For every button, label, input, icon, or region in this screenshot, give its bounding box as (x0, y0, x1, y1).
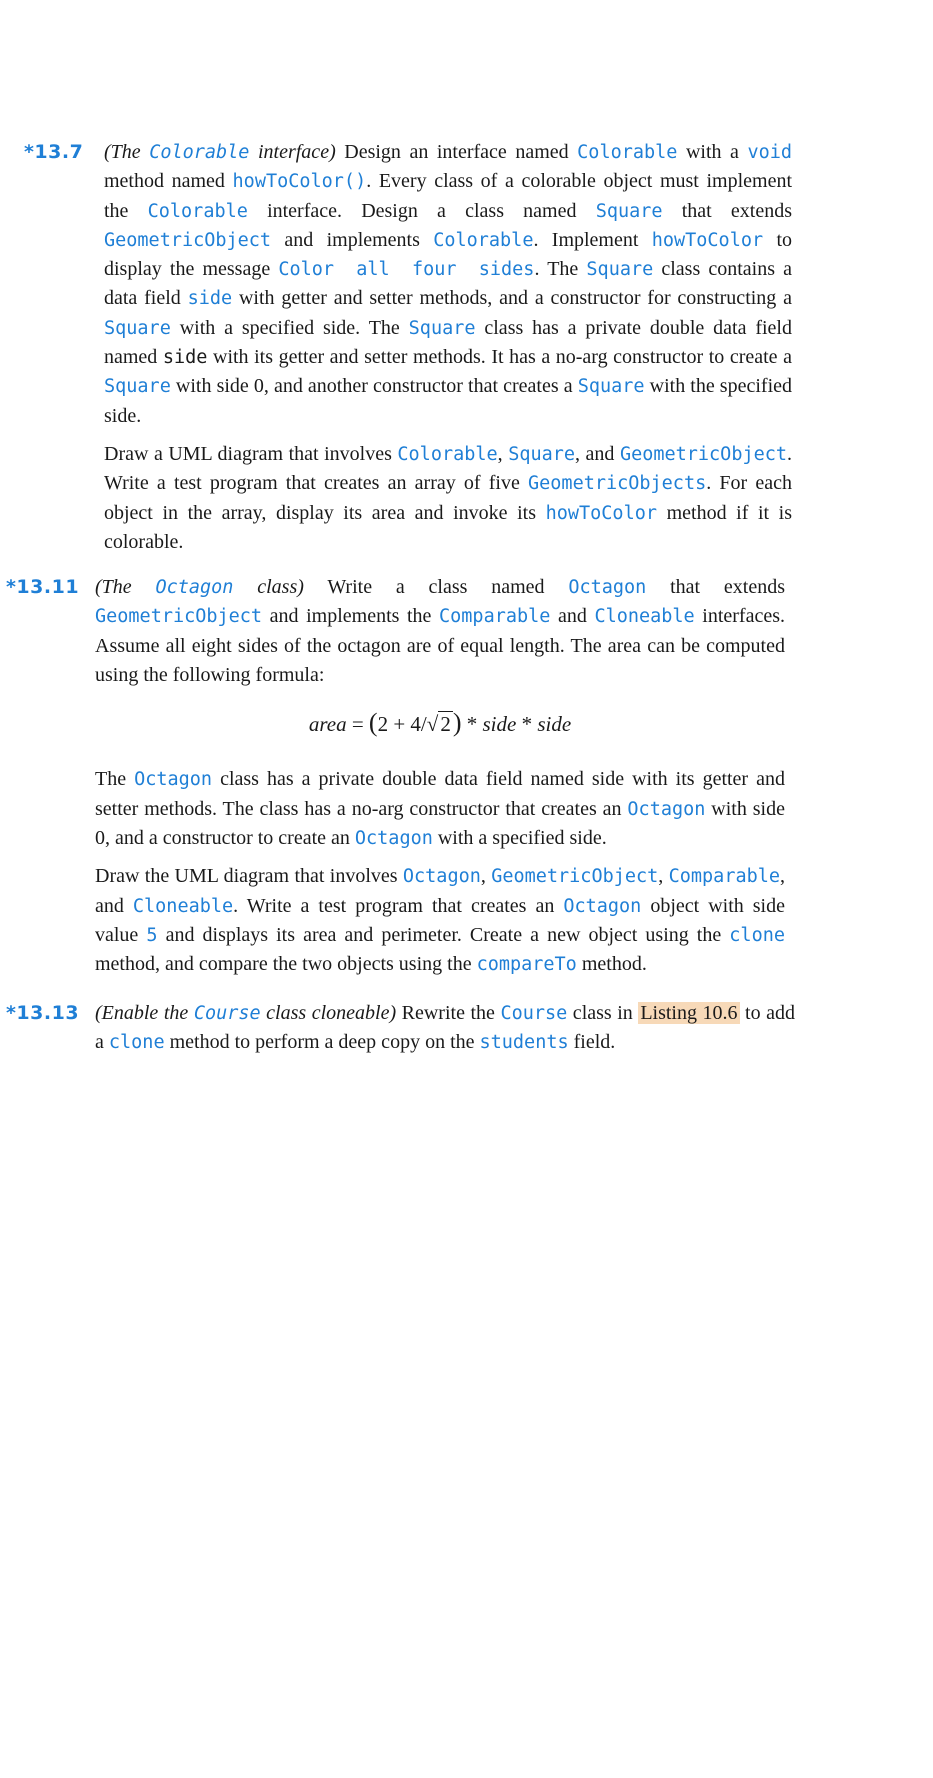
exercise-paragraph: The Octagon class has a private double data field named side with its getter and setter methods. The class has a no-arg constructor that creates an Octagon with side 0, and a constructor to create an Octagon with a specified side. (95, 768, 785, 850)
exercise-body (104, 138, 792, 557)
exercise-paragraph: (The Octagon class) Write a class named Octagon that extends GeometricObject and implements the Comparable and Cloneable interfaces. Assume all eight sides of the octagon are of equal length. The area can be computed using the following formula: (95, 576, 785, 686)
exercise-body (95, 573, 785, 980)
area-formula: area = (2 + 4/√2) * side * side (308, 708, 572, 738)
exercise-paragraph: (Enable the Course class cloneable) Rewrite the Course class in Listing 10.6 to add a clone method to perform a deep copy on the students field. (95, 1002, 796, 1054)
exercise-body (95, 999, 795, 1058)
exercise-number: *13.13 (6, 1002, 80, 1024)
exercise-paragraph: Draw a UML diagram that involves Colorable, Square, and GeometricObject. Write a test program that creates an array of five GeometricObjects. For each object in the array, display its area and invoke its howToColor method if it is colorable. (104, 442, 793, 553)
listing-link[interactable]: Listing 10.6 (640, 1002, 738, 1024)
exercise-paragraph: Draw the UML diagram that involves Octagon, GeometricObject, Comparable, and Cloneable. Write a test program that creates an Octagon object with side value 5 and displays its area and perimeter. Create a new object using the clone method, and compare the two objects using the compareTo method. (95, 865, 786, 976)
exercise-paragraph: (The Colorable interface) Design an interface named Colorable with a void method named howToColor(). Every class of a colorable object must implement the Colorable interface. Design a class named Square that extends GeometricObject and implements Colorable. Implement howToColor to display the message Color all four sides. The Square class contains a data field side with getter and setter methods, and a constructor for constructing a Square with a specified side. The Square class has a private double data field named side with its getter and setter methods. It has a no-arg constructor to create a Square with side 0, and another constructor that creates a Square with the specified side. (104, 141, 793, 427)
exercise-number: *13.7 (24, 141, 84, 163)
exercise-number: *13.11 (6, 576, 80, 598)
